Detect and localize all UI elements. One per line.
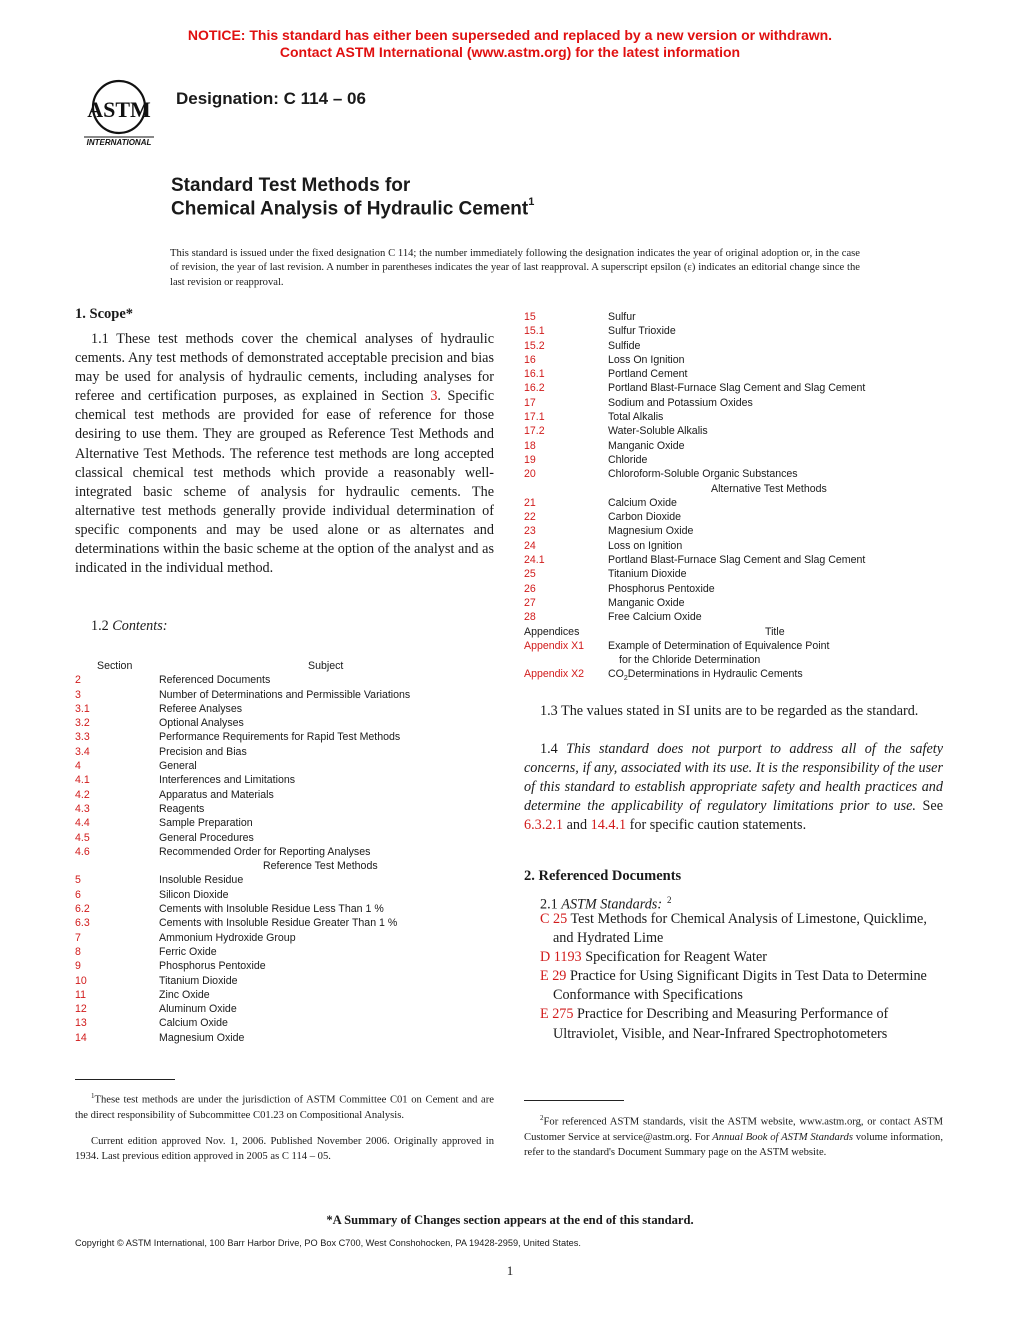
section-number-link[interactable]: 16 [524,353,536,366]
appendices-header [524,625,944,639]
contents-row [75,945,495,959]
section-subject: Water-Soluble Alkalis [608,425,708,438]
footnote-2-text-b: volume information, refer to the standard's Document Summary page on the ASTM website. [524,1131,943,1158]
p14-tail: for specific caution statements. [626,817,807,834]
section-subject: Total Alkalis [608,411,664,424]
astm-logo [78,77,160,149]
section-subject: General Procedures [159,831,254,844]
section-subject: Cements with Insoluble Residue Greater Than 1 % [159,917,398,930]
section-subject: Insoluble Residue [159,874,244,887]
section-number-link[interactable]: 4.3 [75,802,90,815]
contents-left-rows-a [75,673,495,859]
standard-code-link[interactable]: E 275 [540,1006,574,1023]
section-number-link[interactable]: 2 [75,674,81,687]
section-subject: Sample Preparation [159,817,253,830]
appendix-x1-row [524,639,944,653]
section-number-link[interactable]: 3.4 [75,745,90,758]
p11-text-a: 1.1 These test methods cover the chemical analyses of hydraulic cements. Any test methods of demonstrated acceptable precision and bias may be used for analysis of hydraulic cements, including analyses for referee and certification purposes, as explained in Section [75,331,494,405]
section-number-link[interactable]: 17.2 [524,425,545,438]
summary-note: *A Summary of Changes section appears at the end of this standard. [326,1213,694,1227]
section-subject: Ammonium Hydroxide Group [159,931,296,944]
appendix-x1-link[interactable]: Appendix X1 [524,639,585,652]
section-number-link[interactable]: 4.2 [75,788,90,801]
alternative-heading-text: Alternative Test Methods [711,482,827,495]
section-number-link[interactable]: 6.3 [75,917,90,930]
contents-row [524,324,944,338]
contents-row [524,610,944,624]
contents-table-right [524,310,944,682]
section-subject: Number of Determinations and Permissible Variations [159,688,411,701]
paragraph-1-1 [75,330,494,578]
referenced-standard-item [525,910,944,948]
contents-row [75,716,495,730]
contents-row [75,702,495,716]
section-number-link[interactable]: 15.2 [524,339,545,352]
contents-row [75,916,495,930]
section-subject: Cements with Insoluble Residue Less Than 1 % [159,903,384,916]
designation: Designation: C 114 – 06 [176,89,366,108]
standard-title: Practice for Using Significant Digits in Test Data to Determine Conformance with Specifications [553,968,927,1004]
footnote-rule-left [75,1079,175,1080]
header-subject: Subject [308,660,344,672]
footnote-1-mark: 1 [91,1092,95,1100]
contents-right-rows-b [524,496,944,625]
p21-footnote-mark: 2 [667,895,672,905]
section-subject: General [159,760,197,773]
title-text: Chemical Analysis of Hydraulic Cement [171,198,529,220]
contents-row [75,759,495,773]
section-subject: Phosphorus Pentoxide [159,960,266,973]
section-number-link[interactable]: 16.1 [524,368,545,381]
section-number-link[interactable]: 23 [524,525,536,538]
contents-row [75,788,495,802]
section-number-link[interactable]: 19 [524,453,536,466]
standard-code-link[interactable]: C 25 [540,911,568,927]
section-subject: Magnesium Oxide [608,525,694,538]
section-number-link[interactable]: 12 [75,1003,87,1016]
section-subject: Chloride [608,453,648,466]
contents-right-rows-a [524,310,944,482]
section-subject: Free Calcium Oxide [608,611,702,624]
section-subject: Optional Analyses [159,717,244,730]
section-number-link[interactable]: 16.2 [524,382,545,395]
section-number-link[interactable]: 17 [524,396,536,409]
section-number-link[interactable]: 3.1 [75,702,90,715]
referenced-heading: 2. Referenced Documents [524,868,682,884]
contents-row [75,845,495,859]
section-subject: Silicon Dioxide [159,888,229,901]
contents-row [75,888,495,902]
appendices-label: Appendices [524,625,580,638]
contents-row [524,553,944,567]
section-subject: Referenced Documents [159,674,271,687]
p14-num: 1.4 [540,741,567,757]
section-number-link[interactable]: 6.2 [75,903,90,916]
astm-logo-mark [78,77,160,149]
contents-row [524,424,944,438]
standard-title: Specification for Reagent Water [581,949,767,966]
section-number-link[interactable]: 26 [524,582,536,595]
section-subject: Recommended Order for Reporting Analyses [159,845,371,858]
contents-left-rows-b [75,873,495,1045]
appendix-x2-row [524,667,944,681]
contents-row [524,596,944,610]
appendix-x1-title-2: for the Chloride Determination [619,654,761,667]
footnote-1-edition: Current edition approved Nov. 1, 2006. Published November 2006. Originally approved in 1934. Last previous edition approved in 2005 as C 114 – 05. [75,1136,494,1162]
standard-title: Test Methods for Chemical Analysis of Limestone, Quicklime, and Hydrated Lime [553,911,927,947]
title-footnote-mark: 1 [528,196,535,208]
section-subject: Performance Requirements for Rapid Test Methods [159,731,401,744]
contents-row [524,310,944,324]
section-subject: Magnesium Oxide [159,1031,245,1044]
section-number-link[interactable]: 22 [524,511,536,524]
section-subject: Chloroform-Soluble Organic Substances [608,468,798,481]
p14-italic: This standard does not purport to address all of the safety concerns, if any, associated with its use. It is the responsibility of the user of this standard to establish appropriate safety and health practices and determine the applicability of regulatory limitations prior to use. [524,741,943,815]
p21-label: ASTM Standards: [561,896,663,913]
logo-mark-text: ASTM [87,97,151,122]
section-subject: Zinc Oxide [159,988,210,1001]
contents-row [75,816,495,830]
footnote-2-italic: Annual Book of ASTM Standards [712,1131,853,1143]
section-subject: Aluminum Oxide [159,1003,237,1016]
paragraph-1-4 [524,740,943,835]
section-subject: Carbon Dioxide [608,511,682,524]
contents-row [75,873,495,887]
appendix-x2-title [608,667,803,686]
contents-row [75,959,495,973]
section-subject: Manganic Oxide [608,439,685,452]
group-heading-reference [75,859,495,873]
contents-row [524,539,944,553]
header-section: Section [97,660,133,672]
contents-row [524,339,944,353]
group-heading-alternative [524,482,944,496]
contents-row [75,831,495,845]
section-subject: Portland Cement [608,368,688,381]
section-subject: Titanium Dioxide [608,568,687,581]
footnote-1-text: These test methods are under the jurisdiction of ASTM Committee C01 on Cement and are the direct responsibility of Subcommittee C01.23 on Compositional Analysis. [75,1094,494,1121]
appendix-x2-co: CO [608,668,624,681]
referenced-standards-list [525,910,944,1044]
section-number-link[interactable]: 18 [524,439,536,452]
issue-note: This standard is issued under the fixed designation C 114; the number immediately following the designation indicates the year of original adoption or, in the case of revision, the year of last revision. A number in parentheses indicates the year of last reapproval. A superscript epsilon (ε) indicates an editorial change since the last revision or reapproval. [170,248,860,288]
p14-and: and [563,817,591,834]
standard-code-link[interactable]: E 29 [540,968,567,985]
standard-title: Practice for Describing and Measuring Performance of Ultraviolet, Visible, and Near-Infrared Spectrophotometers [553,1006,889,1042]
contents-header [75,659,495,673]
footnote-2 [524,1111,943,1160]
section-subject: Reagents [159,802,205,815]
section-6-3-2-1-link[interactable]: 6.3.2.1 [524,817,564,834]
contents-row [524,381,944,395]
section-number-link[interactable]: 4.6 [75,845,90,858]
appendix-x1-row-2 [524,653,944,667]
section-number-link[interactable]: 8 [75,945,81,958]
section-number-link[interactable]: 17.1 [524,411,545,424]
section-number-link[interactable]: 6 [75,888,81,901]
contents-row [524,582,944,596]
contents-table-left [75,659,495,1045]
section-number-link[interactable]: 15 [524,311,536,323]
contents-row [75,902,495,916]
footnote-1 [75,1089,494,1123]
contents-row [75,1016,495,1030]
supersede-notice [0,27,1020,61]
section-subject: Ferric Oxide [159,945,217,958]
logo-text: INTERNATIONAL [86,138,152,147]
section-number-link[interactable]: 10 [75,974,87,987]
contents-row [75,931,495,945]
section-number-link[interactable]: 4.4 [75,817,90,830]
contents-row [75,802,495,816]
contents-row [524,439,944,453]
section-number-link[interactable]: 11 [75,988,86,1001]
section-subject: Portland Blast-Furnace Slag Cement and Slag Cement [608,554,866,567]
contents-row [75,745,495,759]
section-subject: Loss on Ignition [608,539,683,552]
referenced-standard-item [525,967,944,1005]
contents-row [75,974,495,988]
section-number-link[interactable]: 4.5 [75,831,90,844]
section-subject: Calcium Oxide [608,496,677,509]
p12-num: 1.2 [91,618,113,634]
appendix-x2-rest: Determinations in Hydraulic Cements [627,668,803,681]
contents-row [75,730,495,744]
section-number-link[interactable]: 4 [75,760,81,773]
contents-row [524,410,944,424]
paragraph-1-3: 1.3 The values stated in SI units are to be regarded as the standard. [540,703,919,719]
scope-heading: 1. Scope* [75,306,133,322]
section-number-link[interactable]: 13 [75,1017,87,1030]
section-number-link[interactable]: 24 [524,539,536,552]
notice-line-2: Contact ASTM International (www.astm.org) for the latest information [279,44,741,60]
section-subject: Loss On Ignition [608,353,685,366]
copyright: Copyright © ASTM International, 100 Barr Harbor Drive, PO Box C700, West Conshohocken, PA 19428-2959, United States. [75,1238,581,1248]
section-number-link[interactable]: 24.1 [524,554,545,567]
section-subject: Phosphorus Pentoxide [608,582,715,595]
page-number: 1 [506,1263,514,1278]
section-number-link[interactable]: 14 [75,1031,87,1044]
contents-row [524,510,944,524]
contents-row [75,773,495,787]
section-subject: Precision and Bias [159,745,247,758]
section-subject: Sodium and Potassium Oxides [608,396,753,409]
contents-row [524,467,944,481]
contents-row [75,688,495,702]
contents-row [75,988,495,1002]
section-number-link[interactable]: 21 [524,496,536,509]
referenced-standard-item [525,948,944,967]
section-subject: Titanium Dioxide [159,974,238,987]
section-number-link[interactable]: 20 [524,468,536,481]
section-number-link[interactable]: 9 [75,960,81,973]
section-number-link[interactable]: 7 [75,931,81,944]
contents-row [524,453,944,467]
title-label: Title [765,625,785,638]
section-subject: Manganic Oxide [608,596,685,609]
title-line-2 [171,198,534,220]
p11-text-b: . Specific chemical test methods are provided for ease of reference for those desiring to use them. They are grouped as Reference Test Methods and Alternative Test Methods. The reference test methods are long accepted classical chemical test methods which provide a reasonably well-integrated basic scheme of analysis for hydraulic cements. The alternative test methods generally provide individual determination of specific components and may be used alone or as alternates and determinations within the basic scheme at the option of the analyst and as indicated in the individual method. [75,388,495,577]
appendix-x1-title: Example of Determination of Equivalence Point [608,639,830,652]
section-subject: Referee Analyses [159,702,243,715]
section-number-link[interactable]: 3 [75,688,81,701]
p14-see: See [915,798,943,815]
contents-row [524,567,944,581]
contents-row [524,367,944,381]
p12-label: Contents: [112,618,168,634]
section-number-link[interactable]: 28 [524,611,536,624]
contents-row [524,496,944,510]
section-number-link[interactable]: 27 [524,596,536,609]
contents-row [75,1002,495,1016]
section-subject: Sulfide [608,339,641,352]
footnote-rule-right [524,1100,624,1101]
section-subject: Apparatus and Materials [159,788,274,801]
footnote-2-text-a: For referenced ASTM standards, visit the ASTM website, www.astm.org, or contact ASTM Customer Service at service@astm.org. For [524,1116,943,1143]
section-14-4-1-link[interactable]: 14.4.1 [590,817,627,834]
referenced-standard-item [525,1005,944,1043]
contents-row [524,353,944,367]
paragraph-1-2 [91,617,167,636]
footnote-2-mark: 2 [540,1114,544,1122]
contents-row [75,1031,495,1045]
section-subject: Interferences and Limitations [159,774,296,787]
contents-row [75,673,495,687]
section-number-link[interactable]: 4.1 [75,774,90,787]
section-subject: Sulfur [608,311,636,323]
section-3-link[interactable]: 3 [430,388,438,405]
appendix-x2-link[interactable]: Appendix X2 [524,668,585,681]
p21-num: 2.1 [540,896,562,913]
title-line-1: Standard Test Methods for [171,175,411,196]
section-number-link[interactable]: 3.3 [75,731,90,744]
contents-row [524,524,944,538]
appendix-x2-sub: 2 [623,675,628,683]
section-number-link[interactable]: 3.2 [75,717,90,730]
section-subject: Portland Blast-Furnace Slag Cement and Slag Cement [608,382,866,395]
section-number-link[interactable]: 5 [75,874,81,887]
section-subject: Calcium Oxide [159,1017,228,1030]
section-number-link[interactable]: 15.1 [524,325,545,338]
section-number-link[interactable]: 25 [524,568,536,581]
contents-row [524,396,944,410]
section-subject: Sulfur Trioxide [608,325,676,338]
standard-code-link[interactable]: D 1193 [540,949,582,966]
notice-line-1: NOTICE: This standard has either been superseded and replaced by a new version or withdrawn. [187,27,833,43]
reference-heading-text: Reference Test Methods [263,860,378,873]
